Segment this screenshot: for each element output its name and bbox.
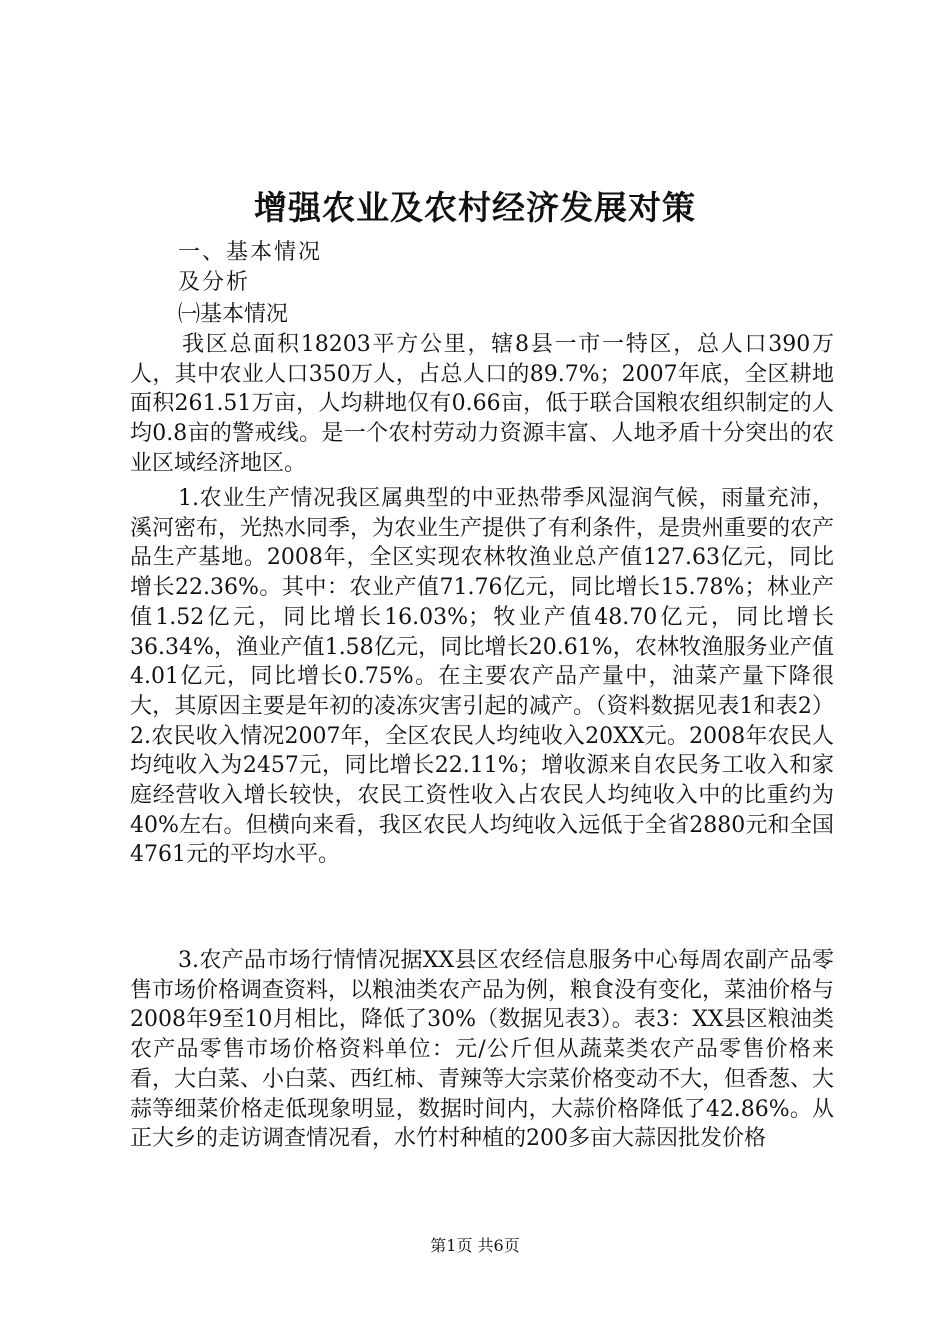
subsection-heading: ㈠基本情况 xyxy=(178,302,289,327)
paragraph-market: 3.农产品市场行情情况据XX县区农经信息服务中心每周农副产品零售市场价格调查资料，以粮油类农产品为例，粮食没有变化，菜油价格与2008年9至10月相比，降低了30%（数据见表3）。表3：XX县区粮油类农产品零售市场价格资料单位：元/公斤但从蔬菜类农产品零售价格来看，大白菜、小白菜、西红柿、青辣等大宗菜价格变动不大，但香葱、大蒜等细菜价格走低现象明显，数据时间内，大蒜价格降低了42.86%。从正大乡的走访调查情况看，水竹村种植的200多亩大蒜因批发价格 xyxy=(130,948,835,1152)
page-footer: 第1页 共6页 xyxy=(430,1236,520,1255)
paragraph-production-income: 1.农业生产情况我区属典型的中亚热带季风湿润气候，雨量充沛，溪河密布，光热水同季，为农业生产提供了有利条件，是贵州重要的农产品生产基地。2008年，全区实现农林牧渔业总产值127.63亿元，同比增长22.36%。其中：农业产值71.76亿元，同比增长15.78%；林业产值1.52亿元，同比增长16.03%；牧业产值48.70亿元，同比增长36.34%，渔业产值1.58亿元，同比增长20.61%，农林牧渔服务业产值4.01亿元，同比增长0.75%。在主要农产品产量中，油菜产量下降很大，其原因主要是年初的凌冻灾害引起的减产。（资料数据见表1和表2）2.农民收入情况2007年，全区农民人均纯收入20XX元。2008年农民人均纯收入为2457元，同比增长22.11%；增收源来自农民务工收入和家庭经营收入增长较快，农民工资性收入占农民人均纯收入中的比重约为40%左右。但横向来看，我区农民人均纯收入远低于全省2880元和全国4761元的平均水平。 xyxy=(130,486,835,868)
section-heading: 一、基本情况 xyxy=(178,240,323,265)
document-title: 增强农业及农村经济发展对策 xyxy=(254,188,696,227)
paragraph-overview: 我区总面积18203平方公里，辖8县一市一特区，总人口390万人，其中农业人口350万人，占总人口的89.7%；2007年底，全区耕地面积261.51万亩，人均耕地仅有0.66亩，低于联合国粮农组织制定的人均0.8亩的警戒线。是一个农村劳动力资源丰富、人地矛盾十分突出的农业区域经济地区。 xyxy=(130,332,834,476)
section-heading-continued: 及分析 xyxy=(178,270,251,295)
